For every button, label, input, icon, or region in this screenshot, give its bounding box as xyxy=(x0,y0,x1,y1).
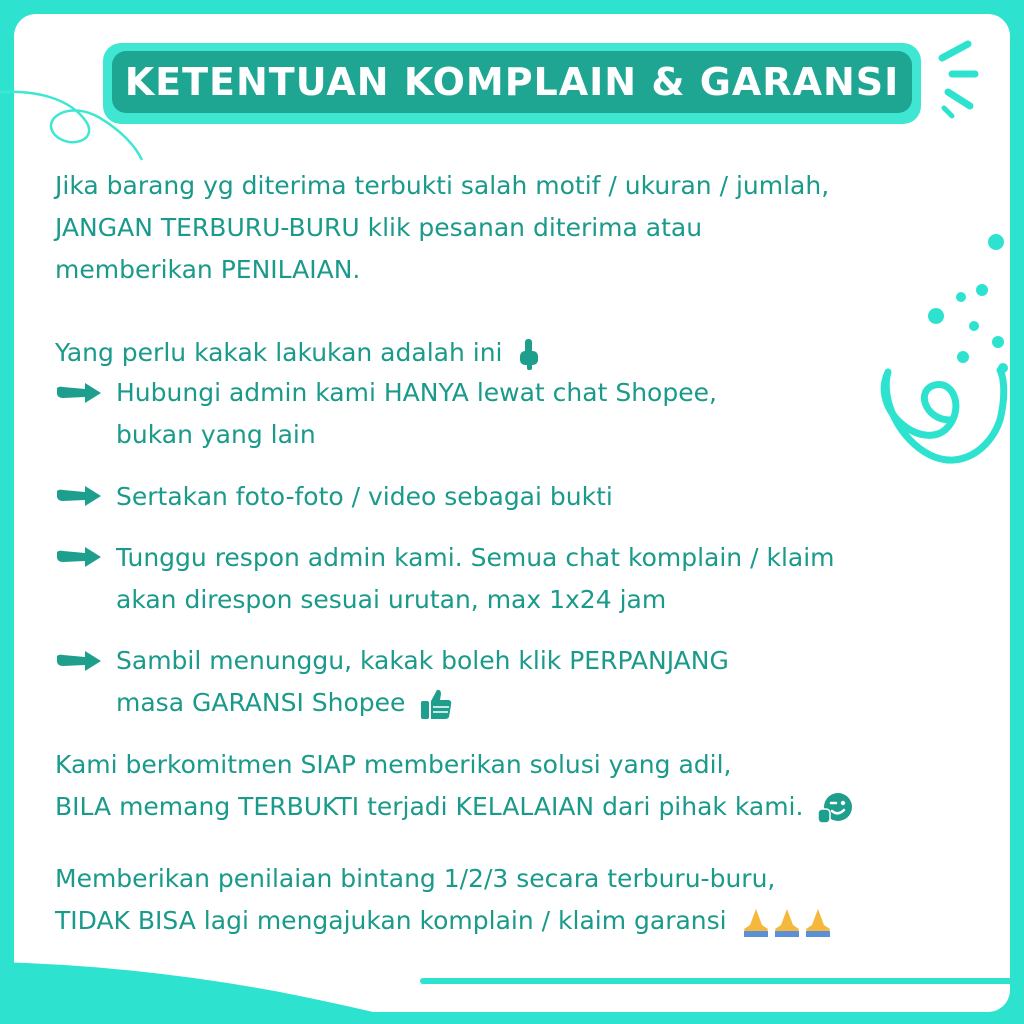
step-3-line-1: Tunggu respon admin kami. Semua chat komplain / klaim xyxy=(116,543,835,572)
step-2-line-1: Sertakan foto-foto / video sebagai bukti xyxy=(116,482,613,511)
page-title: KETENTUAN KOMPLAIN & GARANSI xyxy=(124,60,900,104)
intro-line-3: memberikan PENILAIAN. xyxy=(55,255,361,284)
pointing-down-icon xyxy=(516,337,542,371)
warning-line-2 xyxy=(55,900,833,942)
step-1-line-2: bukan yang lain xyxy=(116,420,316,449)
thumbs-up-icon xyxy=(419,687,453,721)
step-4-line-2-text: masa GARANSI Shopee xyxy=(116,688,406,717)
step-4-line-2 xyxy=(116,682,453,724)
bottom-divider-line xyxy=(420,978,1024,984)
steps-heading xyxy=(55,332,542,374)
warning-line-2-text: TIDAK BISA lagi mengajukan komplain / klaim garansi xyxy=(55,906,727,935)
praying-hands-icon xyxy=(741,907,833,937)
commitment-line-2 xyxy=(55,786,853,828)
intro-line-1: Jika barang yg diterima terbukti salah motif / ukuran / jumlah, xyxy=(55,171,830,200)
step-3-line-2: akan direspon sesuai urutan, max 1x24 jam xyxy=(116,585,667,614)
steps-heading-text: Yang perlu kakak lakukan adalah ini xyxy=(55,338,503,367)
right-arrow-icon xyxy=(55,485,103,507)
right-arrow-icon xyxy=(55,650,103,672)
step-1-line-1: Hubungi admin kami HANYA lewat chat Shopee, xyxy=(116,378,717,407)
wink-thumbs-up-icon xyxy=(817,791,853,825)
title-banner xyxy=(112,51,912,113)
corner-wave-bottom-left xyxy=(0,962,420,1024)
right-arrow-icon xyxy=(55,382,103,404)
intro-line-2: JANGAN TERBURU-BURU klik pesanan diterima atau xyxy=(55,213,703,242)
step-4-line-1: Sambil menunggu, kakak boleh klik PERPANJANG xyxy=(116,646,729,675)
commitment-line-2-text: BILA memang TERBUKTI terjadi KELALAIAN dari pihak kami. xyxy=(55,792,804,821)
right-arrow-icon xyxy=(55,546,103,568)
warning-line-1: Memberikan penilaian bintang 1/2/3 secara terburu-buru, xyxy=(55,864,776,893)
commitment-line-1: Kami berkomitmen SIAP memberikan solusi yang adil, xyxy=(55,750,732,779)
